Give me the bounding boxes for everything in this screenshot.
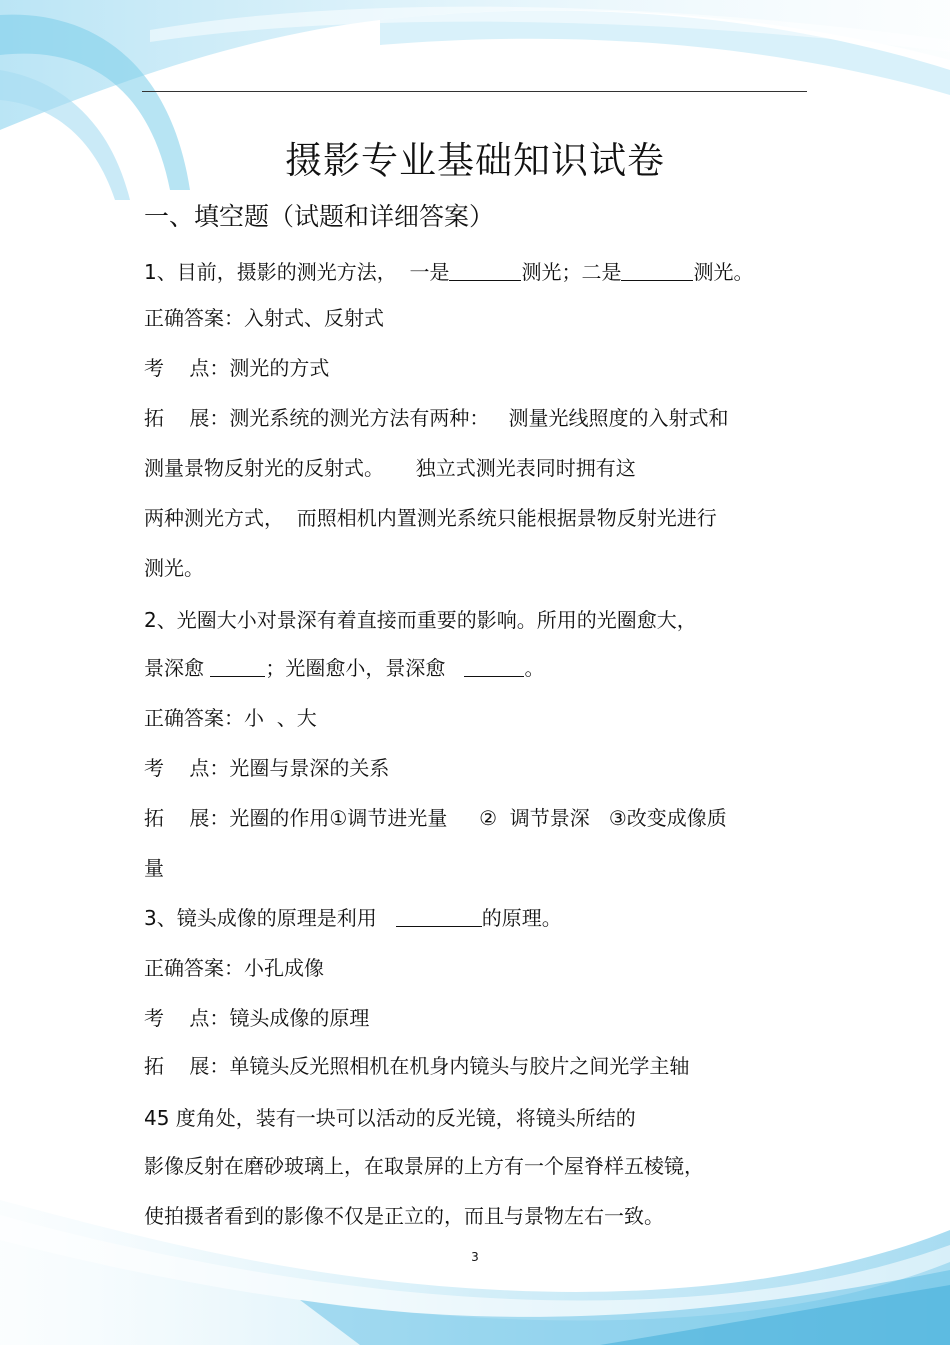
text-segment: 测光。 — [693, 260, 754, 284]
text-line: 考 点：镜头成像的原理 — [144, 1006, 370, 1030]
text-segment: 的原理。 — [481, 906, 562, 930]
text-line: 拓 展：光圈的作用①调节进光量 ② 调节景深 ③改变成像质 — [144, 806, 727, 830]
text-segment: 测光；二是 — [521, 260, 622, 284]
text-line: 两种测光方式， 而照相机内置测光系统只能根据景物反射光进行 — [144, 506, 717, 530]
text-line: 考 点：光圈与景深的关系 — [144, 756, 390, 780]
text-line: 2、光圈大小对景深有着直接而重要的影响。所用的光圈愈大， — [144, 608, 697, 632]
text-segment: 。 — [524, 656, 545, 680]
text-line: 影像反射在磨砂玻璃上，在取景屏的上方有一个屋脊样五棱镜， — [144, 1154, 704, 1178]
text-line: 45 度角处，装有一块可以活动的反光镜，将镜头所结的 — [144, 1106, 636, 1130]
text-line: 测量景物反射光的反射式。 独立式测光表同时拥有这 — [144, 456, 636, 480]
text-line: 量 — [144, 856, 164, 880]
text-line: 考 点：测光的方式 — [144, 356, 330, 380]
text-segment: 景深愈 — [144, 656, 211, 680]
text-line: 正确答案：小 、大 — [144, 706, 317, 730]
fill-in-blank — [621, 260, 693, 281]
fill-in-blank — [396, 906, 482, 927]
text-line: 拓 展：测光系统的测光方法有两种： 测量光线照度的入射式和 — [144, 406, 729, 430]
document-title: 摄影专业基础知识试卷 — [285, 139, 665, 182]
text-line: 正确答案：入射式、反射式 — [144, 306, 384, 330]
text-line: 正确答案：小孔成像 — [144, 956, 324, 980]
text-segment: 3、镜头成像的原理是利用 — [144, 906, 396, 930]
text-line — [144, 904, 562, 932]
text-line: 拓 展：单镜头反光照相机在机身内镜头与胶片之间光学主轴 — [144, 1054, 690, 1078]
text-segment: 1、目前，摄影的测光方法， 一是 — [144, 260, 450, 284]
fill-in-blank — [210, 656, 265, 677]
fill-in-blank — [449, 260, 521, 281]
fill-in-blank — [464, 656, 524, 677]
header-rule — [142, 91, 807, 92]
text-line — [144, 654, 544, 682]
text-line: 使拍摄者看到的影像不仅是正立的，而且与景物左右一致。 — [144, 1204, 664, 1228]
text-line — [144, 258, 753, 286]
text-line: 测光。 — [144, 556, 204, 580]
page-number: 3 — [471, 1250, 479, 1264]
section-heading: 一、填空题（试题和详细答案） — [144, 202, 495, 231]
text-segment: ；光圈愈小，景深愈 — [265, 656, 465, 680]
